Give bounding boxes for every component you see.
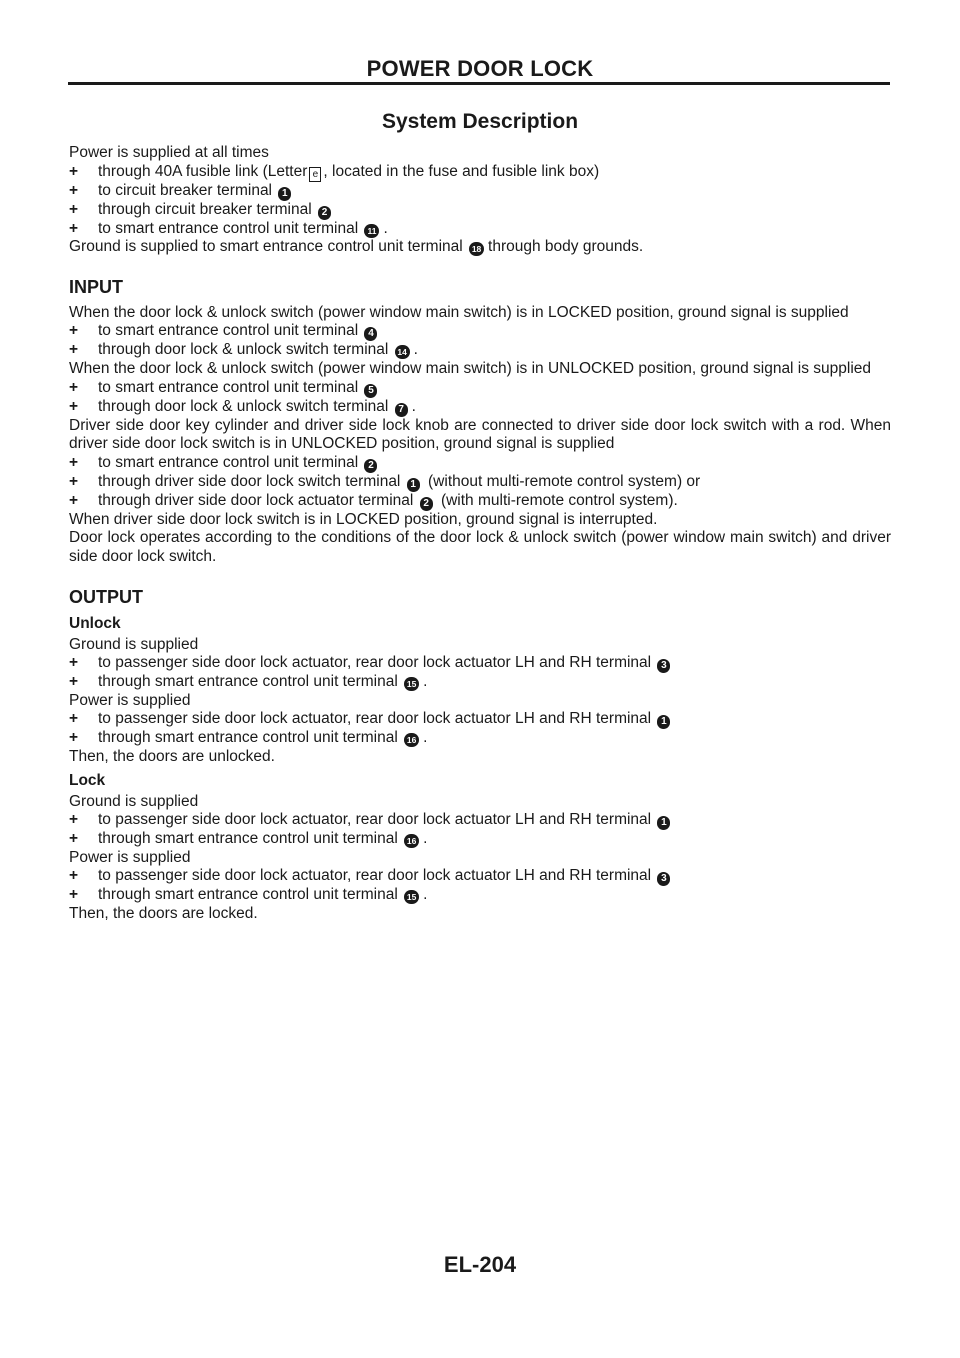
output-line: Then, the doors are locked.: [69, 904, 258, 922]
terminal-badge: 5: [364, 384, 377, 398]
terminal-badge: 1: [657, 715, 670, 729]
bullet-mark: +: [69, 322, 79, 340]
input-paragraph: When the door lock & unlock switch (power window main switch) is in LOCKED position, ground signal is supplied: [69, 303, 849, 321]
terminal-badge: 1: [657, 816, 670, 830]
page-header-title: POWER DOOR LOCK: [366, 56, 594, 81]
terminal-badge: 14: [395, 345, 410, 359]
bullet-item: + to passenger side door lock actuator, rear door lock actuator LH and RH terminal 1: [69, 811, 891, 830]
bullet-mark: +: [69, 673, 79, 691]
power-intro: Power is supplied at all times: [69, 144, 269, 161]
bullet-mark: +: [69, 654, 79, 672]
bullet-mark: +: [69, 181, 79, 199]
unlock-heading: Unlock: [69, 614, 121, 632]
bullet-item: + to passenger side door lock actuator, rear door lock actuator LH and RH terminal 3: [69, 654, 891, 673]
bullet-item: + through circuit breaker terminal 2: [69, 201, 891, 220]
bullet-item: + through driver side door lock switch terminal 1 (without multi-remote control system) or: [69, 472, 701, 490]
bullet-mark: +: [69, 162, 79, 180]
section-title: System Description: [381, 110, 579, 133]
terminal-badge: 2: [318, 206, 331, 220]
bullet-mark: +: [69, 200, 79, 218]
terminal-badge: 4: [364, 327, 377, 341]
bullet-mark: +: [69, 867, 79, 885]
input-paragraph: Driver side door key cylinder and driver side lock knob are connected to driver side door lock switch with a rod. When driver side door lock switch is in UNLOCKED position, ground signal is supplied: [69, 416, 891, 453]
output-line: Power is supplied: [69, 848, 191, 866]
terminal-badge: 16: [404, 834, 419, 848]
terminal-badge: 3: [657, 659, 670, 673]
terminal-badge: 1: [278, 187, 291, 201]
bullet-item: + to smart entrance control unit terminal 2: [69, 454, 891, 473]
fuse-letter-box: e: [309, 167, 321, 182]
bullet-mark: +: [69, 710, 79, 728]
terminal-badge: 3: [657, 872, 670, 886]
terminal-badge: 2: [420, 497, 433, 511]
output-line: Power is supplied: [69, 691, 191, 709]
bullet-item: + through smart entrance control unit terminal 15 .: [69, 673, 428, 691]
bullet-mark: +: [69, 219, 79, 237]
bullet-mark: +: [69, 397, 79, 415]
bullet-item: + to smart entrance control unit terminal 4: [69, 322, 891, 341]
bullet-mark: +: [69, 341, 79, 359]
terminal-badge: 16: [404, 733, 419, 747]
input-paragraph: When the door lock & unlock switch (power window main switch) is in UNLOCKED position, ground signal is supplied: [69, 359, 872, 377]
bullet-mark: +: [69, 453, 79, 471]
terminal-badge: 18: [469, 242, 484, 256]
bullet-mark: +: [69, 811, 79, 829]
bullet-item: + through driver side door lock actuator terminal 2 (with multi-remote control system).: [69, 491, 678, 509]
output-heading: OUTPUT: [69, 586, 143, 607]
terminal-badge: 15: [404, 890, 419, 904]
lock-heading: Lock: [69, 771, 106, 789]
terminal-badge: 2: [364, 459, 377, 473]
bullet-item: + through smart entrance control unit terminal 15 .: [69, 886, 428, 904]
output-line: Then, the doors are unlocked.: [69, 747, 275, 765]
bullet-item: + to circuit breaker terminal 1: [69, 182, 891, 201]
input-paragraph: Door lock operates according to the conditions of the door lock & unlock switch (power window main switch) and driver side door lock switch.: [69, 529, 891, 565]
bullet-item: + through smart entrance control unit terminal 16 .: [69, 729, 428, 747]
terminal-badge: 1: [407, 478, 420, 492]
terminal-badge: 11: [364, 224, 379, 238]
bullet-mark: +: [69, 729, 79, 747]
bullet-mark: +: [69, 378, 79, 396]
ground-line: Ground is supplied to smart entrance control unit terminal 18 through body grounds.: [69, 238, 644, 256]
bullet-item: + through smart entrance control unit terminal 16 .: [69, 830, 428, 848]
bullet-item: + through door lock & unlock switch terminal 14 .: [69, 341, 418, 359]
input-paragraph: When driver side door lock switch is in LOCKED position, ground signal is interrupted.: [69, 510, 658, 528]
page-content: [69, 110, 891, 923]
bullet-mark: +: [69, 491, 79, 509]
output-line: Ground is supplied: [69, 635, 199, 653]
terminal-badge: 15: [404, 677, 419, 691]
page-number: EL-204: [443, 1252, 517, 1277]
bullet-item: + to passenger side door lock actuator, rear door lock actuator LH and RH terminal 1: [69, 710, 891, 729]
header-rule: [68, 82, 890, 85]
output-line: Ground is supplied: [69, 792, 199, 810]
bullet-item: + to passenger side door lock actuator, rear door lock actuator LH and RH terminal 3: [69, 867, 891, 886]
bullet-item: + to smart entrance control unit terminal 11 .: [69, 219, 388, 237]
bullet-item: + through 40A fusible link (Letter e , located in the fuse and fusible link box): [69, 162, 600, 180]
bullet-item: + to smart entrance control unit terminal 5: [69, 379, 891, 398]
bullet-item: + through door lock & unlock switch terminal 7 .: [69, 397, 416, 415]
bullet-mark: +: [69, 472, 79, 490]
bullet-mark: +: [69, 830, 79, 848]
input-heading: INPUT: [69, 276, 123, 297]
bullet-mark: +: [69, 886, 79, 904]
terminal-badge: 7: [395, 403, 408, 417]
